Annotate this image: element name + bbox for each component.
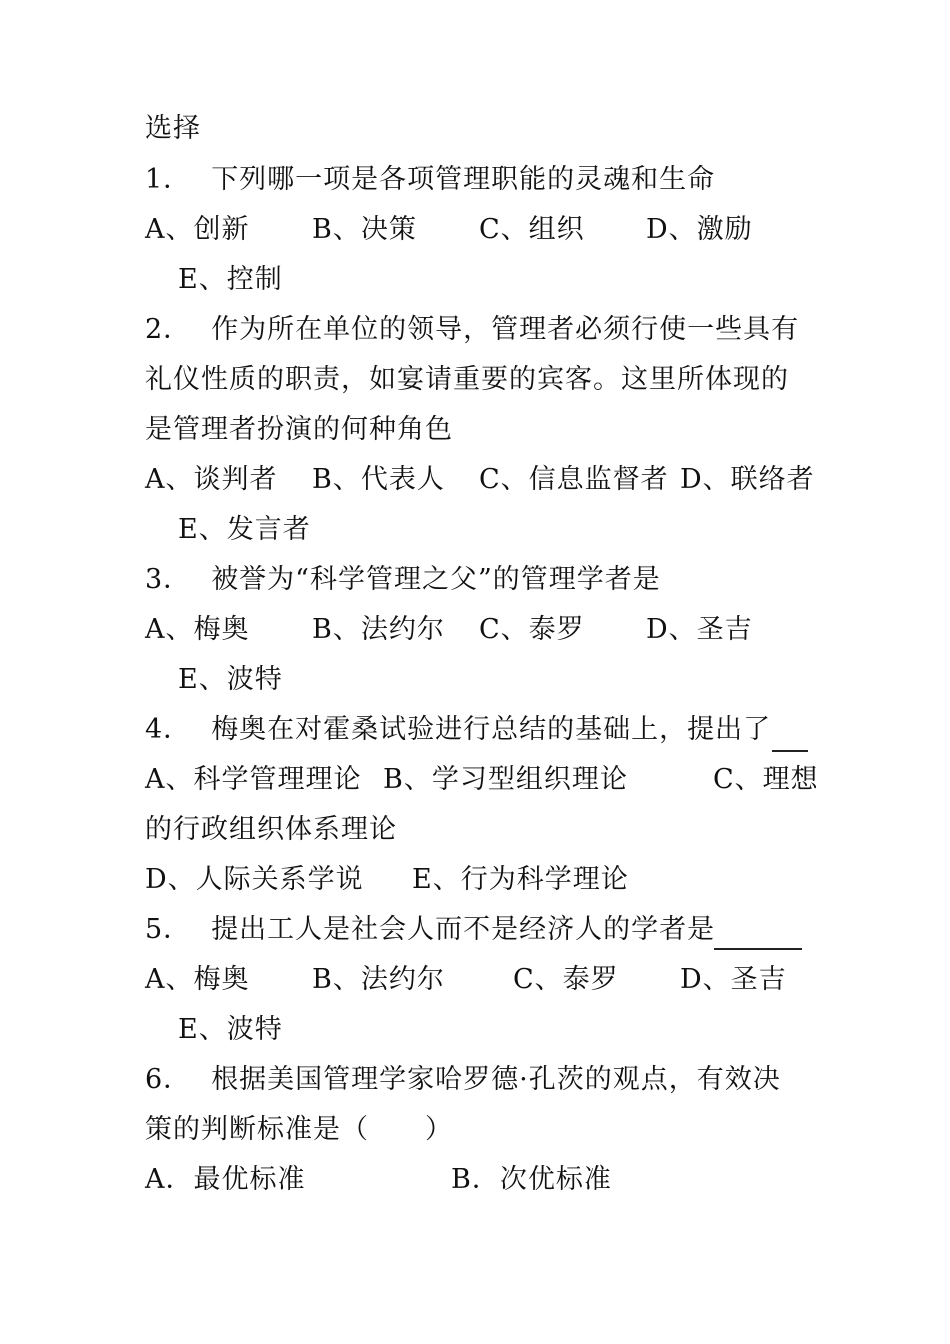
option-b: B、决策 bbox=[312, 214, 417, 245]
question-6-stem-line-2: 策的判断标准是（ ） bbox=[145, 1114, 453, 1145]
question-5-stem bbox=[145, 913, 715, 947]
question-1-stem bbox=[145, 163, 715, 197]
question-number: 6． bbox=[145, 1064, 192, 1095]
option-b: B、法约尔 bbox=[312, 964, 445, 995]
answer-blank-line bbox=[714, 948, 802, 950]
section-title: 选择 bbox=[145, 113, 201, 144]
question-6-options bbox=[145, 1163, 845, 1197]
question-2-stem bbox=[145, 313, 799, 347]
question-4-options bbox=[145, 763, 845, 797]
option-e: E、控制 bbox=[178, 264, 283, 295]
option-c: C、泰罗 bbox=[479, 614, 585, 645]
option-c-continued: 的行政组织体系理论 bbox=[145, 814, 397, 845]
option-e: E、波特 bbox=[178, 664, 283, 695]
option-d: D、人际关系学说 bbox=[145, 864, 364, 895]
option-e: E、波特 bbox=[178, 1014, 283, 1045]
option-d: D、圣吉 bbox=[646, 614, 753, 645]
question-2-options bbox=[145, 463, 845, 497]
question-number: 2． bbox=[145, 314, 192, 345]
option-b: B．次优标准 bbox=[451, 1164, 612, 1195]
option-b: B、代表人 bbox=[312, 464, 445, 495]
question-number: 1． bbox=[145, 164, 192, 195]
question-text: 作为所在单位的领导，管理者必须行使一些具有 bbox=[211, 314, 800, 345]
question-text: 下列哪一项是各项管理职能的灵魂和生命 bbox=[211, 164, 716, 195]
question-3-options bbox=[145, 613, 845, 647]
option-c: C、信息监督者 bbox=[479, 464, 669, 495]
question-text: 根据美国管理学家哈罗德·孔茨的观点，有效决 bbox=[211, 1064, 781, 1095]
question-4-options-row-2 bbox=[145, 863, 845, 897]
option-a: A、梅奥 bbox=[145, 964, 250, 995]
option-a: A、谈判者 bbox=[145, 464, 278, 495]
option-e: E、行为科学理论 bbox=[412, 864, 629, 895]
question-6-stem bbox=[145, 1063, 781, 1097]
option-e: E、发言者 bbox=[178, 514, 311, 545]
question-text: 被誉为“科学管理之父”的管理学者是 bbox=[211, 564, 661, 595]
question-4-stem bbox=[145, 713, 771, 747]
option-a: A、科学管理理论 bbox=[145, 764, 362, 795]
option-c: C、理想 bbox=[713, 764, 819, 795]
option-a: A．最优标准 bbox=[145, 1164, 306, 1195]
option-d: D、联络者 bbox=[680, 464, 815, 495]
question-2-stem-line-2: 礼仪性质的职责，如宴请重要的宾客。这里所体现的 bbox=[145, 364, 789, 395]
question-5-options bbox=[145, 963, 845, 997]
option-c: C、泰罗 bbox=[513, 964, 619, 995]
option-a: A、创新 bbox=[145, 214, 250, 245]
option-b: B、学习型组织理论 bbox=[383, 764, 628, 795]
option-d: D、激励 bbox=[646, 214, 753, 245]
option-b: B、法约尔 bbox=[312, 614, 445, 645]
option-c: C、组织 bbox=[479, 214, 585, 245]
question-number: 3． bbox=[145, 564, 192, 595]
question-1-options bbox=[145, 213, 845, 247]
option-a: A、梅奥 bbox=[145, 614, 250, 645]
option-d: D、圣吉 bbox=[680, 964, 787, 995]
answer-blank-line bbox=[772, 750, 808, 752]
question-2-stem-line-3: 是管理者扮演的何种角色 bbox=[145, 414, 453, 445]
question-number: 4． bbox=[145, 714, 192, 745]
question-3-stem bbox=[145, 563, 661, 597]
question-number: 5． bbox=[145, 914, 192, 945]
question-text: 提出工人是社会人而不是经济人的学者是 bbox=[211, 914, 716, 945]
question-text: 梅奥在对霍桑试验进行总结的基础上，提出了 bbox=[211, 714, 772, 745]
